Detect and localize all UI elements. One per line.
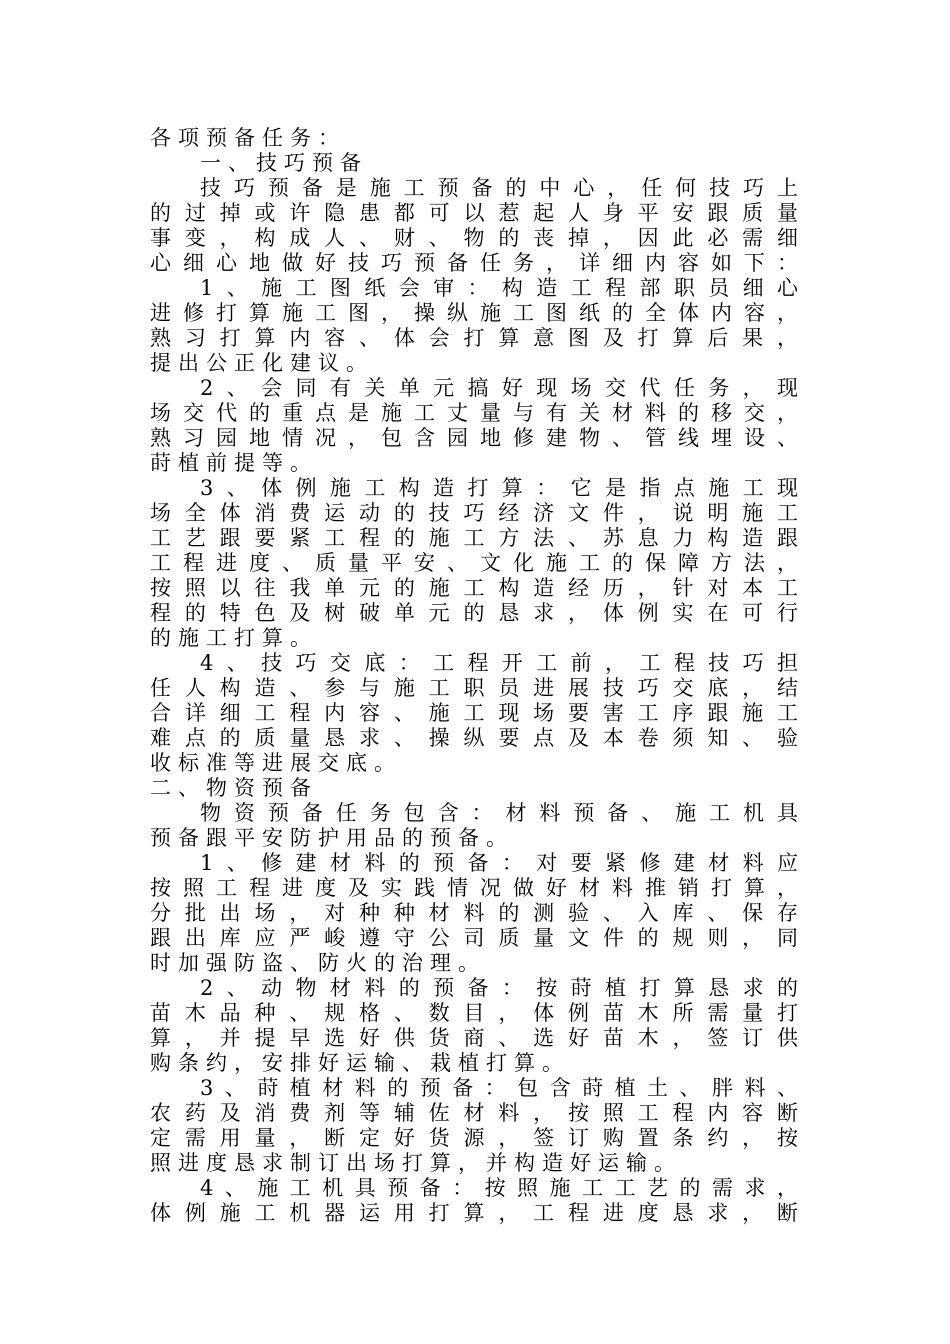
text-line: 4、技巧交底：工程开工前，工程技巧担 xyxy=(200,651,798,675)
text-line: 苗木品种、规格、数目，体例苗木所需量打 xyxy=(150,1001,798,1025)
text-line: 场交代的重点是施工丈量与有关材料的移交， xyxy=(150,401,798,425)
text-line: 难点的质量恳求、操纵要点及本卷须知、验 xyxy=(150,726,798,750)
text-line: 莳植前提等。 xyxy=(150,451,318,475)
text-line: 合详细工程内容、施工现场要害工序跟施工 xyxy=(150,701,798,725)
text-line: 心细心地做好技巧预备任务，详细内容如下： xyxy=(150,251,798,275)
text-line: 跟出库应严峻遵守公司质量文件的规则，同 xyxy=(150,926,798,950)
text-line: 熟习打算内容、体会打算意图及打算后果， xyxy=(150,326,798,350)
text-line: 熟习园地情况，包含园地修建物、管线埋设、 xyxy=(150,426,798,450)
text-line: 农药及消费剂等辅佐材料，按照工程内容断 xyxy=(150,1101,798,1125)
text-line: 2、会同有关单元搞好现场交代任务，现 xyxy=(200,376,798,400)
text-line: 体例施工机器运用打算，工程进度恳求，断 xyxy=(150,1201,798,1225)
text-line: 按照工程进度及实践情况做好材料推销打算， xyxy=(150,876,798,900)
text-line: 2、动物材料的预备：按莳植打算恳求的 xyxy=(200,976,798,1000)
text-line: 工程进度、质量平安、文化施工的保障方法， xyxy=(150,551,798,575)
text-line: 程的特色及树破单元的恳求，体例实在可行 xyxy=(150,601,798,625)
text-line: 按照以往我单元的施工构造经历，针对本工 xyxy=(150,576,798,600)
text-line: 提出公正化建议。 xyxy=(150,351,374,375)
text-line: 3、体例施工构造打算：它是指点施工现 xyxy=(200,476,798,500)
text-line: 任人构造、参与施工职员进展技巧交底，结 xyxy=(150,676,798,700)
text-line: 1、修建材料的预备：对要紧修建材料应 xyxy=(200,851,798,875)
text-line: 4、施工机具预备：按照施工工艺的需求， xyxy=(200,1176,798,1200)
text-line: 算，并提早选好供货商、选好苗木，签订供 xyxy=(150,1026,798,1050)
text-line: 照进度恳求制订出场打算，并构造好运输。 xyxy=(150,1151,682,1175)
text-line: 事变，构成人、财、物的丧掉，因此必需细 xyxy=(150,226,798,250)
text-line: 场全体消费运动的技巧经济文件，说明施工 xyxy=(150,501,798,525)
text-line: 预备跟平安防护用品的预备。 xyxy=(150,826,514,850)
text-line: 各项预备任务： xyxy=(150,126,346,150)
text-line: 的施工打算。 xyxy=(150,626,318,650)
text-line: 物资预备任务包含：材料预备、施工机具 xyxy=(200,801,798,825)
text-line: 购条约，安排好运输、栽植打算。 xyxy=(150,1051,570,1075)
text-line: 分批出场，对种种材料的测验、入库、保存 xyxy=(150,901,798,925)
text-line: 收标准等进展交底。 xyxy=(150,751,402,775)
text-line: 的过掉或许隐患都可以惹起人身平安跟质量 xyxy=(150,201,798,225)
text-line: 技巧预备是施工预备的中心，任何技巧上 xyxy=(200,176,798,200)
text-line: 3、莳植材料的预备：包含莳植土、胖料、 xyxy=(200,1076,798,1100)
text-line: 二、物资预备 xyxy=(150,776,318,800)
text-line: 定需用量，断定好货源，签订购置条约，按 xyxy=(150,1126,798,1150)
text-line: 工艺跟要紧工程的施工方法、苏息力构造跟 xyxy=(150,526,798,550)
text-line: 时加强防盗、防火的治理。 xyxy=(150,951,486,975)
document-body xyxy=(150,126,798,1226)
text-line: 1、施工图纸会审：构造工程部职员细心 xyxy=(200,276,798,300)
text-line: 进修打算施工图，操纵施工图纸的全体内容， xyxy=(150,301,798,325)
text-line: 一、技巧预备 xyxy=(200,151,368,175)
